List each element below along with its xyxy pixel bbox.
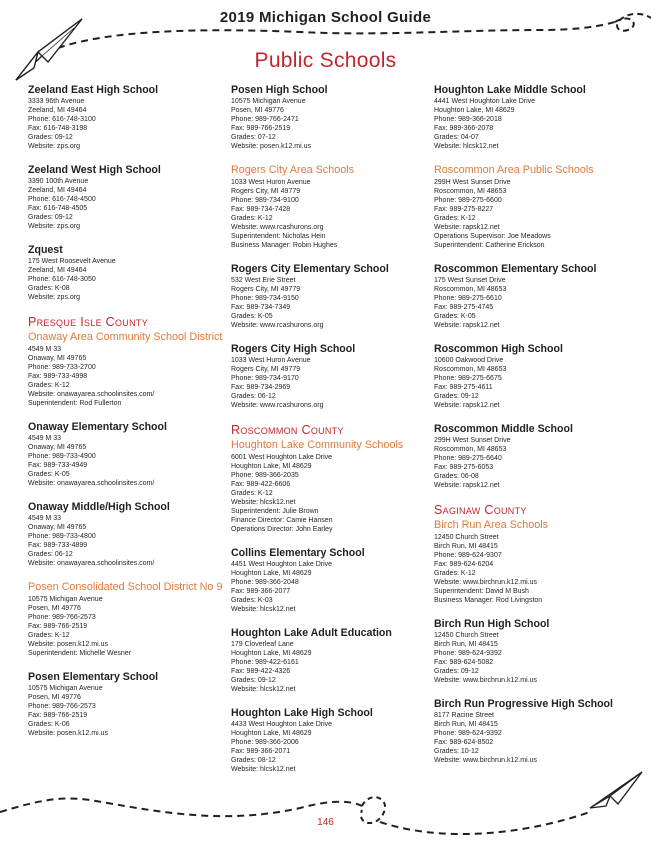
district-entry [231,164,429,250]
entry-detail-line: Grades: K-05 [28,471,70,478]
entry-detail-line: Superintendent: Catherine Erickson [434,242,545,249]
entry-detail-line: Phone: 989-734-9170 [231,375,299,382]
entry-detail-line: Posen, MI 49776 [28,605,81,612]
school-entry [28,164,226,231]
school-name: Zeeland East High School [28,84,159,96]
entry-detail-line: Birch Run, MI 48415 [434,543,498,550]
school-name: Collins Elementary School [231,547,365,559]
school-entry [434,423,644,490]
entry-detail-line: Phone: 989-733-4900 [28,453,96,460]
entry-detail-line: Grades: 06-12 [28,551,73,558]
entry-detail-line: Phone: 989-766-2471 [231,116,299,123]
entry-detail-line: Grades: K-12 [434,570,476,577]
entry-detail-line: Grades: 06-08 [434,473,479,480]
school-name: Houghton Lake Middle School [434,84,586,96]
entry-detail-line: Phone: 989-366-2048 [231,579,299,586]
entry-detail-line: Website: hlcsk12.net [231,606,296,613]
entry-detail-line: Fax: 989-734-7428 [231,206,291,213]
school-name: Birch Run High School [434,618,550,630]
entry-detail-line: Grades: 06-12 [231,393,276,400]
entry-detail-line: Onaway, MI 49765 [28,355,87,362]
entry-detail-line: 12450 Church Street [434,534,499,541]
entry-detail-line: Website: hlcsk12.net [231,499,296,506]
entry-detail-line: Houghton Lake, MI 48629 [434,107,515,114]
entry-detail-line: Fax: 616-748-3198 [28,125,88,132]
district-name: Roscommon Area Public Schools [434,164,594,176]
entry-detail-line: Website: hlcsk12.net [231,686,296,693]
page-number: 146 [317,817,334,828]
county-heading: Roscommon County [231,423,344,437]
district-entry [434,164,644,250]
entry-detail-line: Website: posen.k12.mi.us [28,730,109,737]
entry-detail-line: Website: rapsk12.net [434,322,500,329]
entry-detail-line: Roscommon, MI 48653 [434,188,507,195]
entry-detail-line: Fax: 989-422-4326 [231,668,291,675]
entry-detail-line: Fax: 989-733-4998 [28,373,88,380]
entry-detail-line: Fax: 989-766-2519 [28,623,88,630]
entry-detail-line: 10600 Oakwood Drive [434,357,504,364]
entry-detail-line: Website: posen.k12.mi.us [231,143,312,150]
entry-detail-line: Business Manager: Robin Hughes [231,242,338,249]
entry-detail-line: Roscommon, MI 48653 [434,446,507,453]
entry-detail-line: Superintendent: David M Bush [434,588,529,595]
entry-detail-line: Website: rapsk12.net [434,402,500,409]
entry-detail-line: Website: www.birchrun.k12.mi.us [434,757,537,764]
entry-detail-line: Fax: 989-624-8502 [434,739,494,746]
entry-detail-line: Phone: 989-733-2700 [28,364,96,371]
school-name: Posen High School [231,84,328,96]
column-2 [231,84,429,787]
school-entry [28,671,226,738]
school-entry [434,343,644,410]
entry-detail-line: Fax: 989-366-2071 [231,748,291,755]
entry-detail-line: Phone: 989-366-2006 [231,739,299,746]
school-entry [231,627,429,694]
district-name: Birch Run Area Schools [434,519,549,531]
section-title: Public Schools [254,49,397,72]
school-name: Rogers City High School [231,343,356,355]
guide-title: 2019 Michigan School Guide [219,9,432,26]
entry-detail-line: Phone: 989-366-2018 [434,116,502,123]
school-entry [231,343,429,410]
entry-detail-line: 299H West Sunset Drive [434,437,511,444]
district-entry [231,439,429,534]
entry-detail-line: Grades: 09-12 [434,668,479,675]
entry-detail-line: Birch Run, MI 48415 [434,641,498,648]
entry-detail-line: Fax: 989-275-4611 [434,384,493,391]
entry-detail-line: Website: www.rcashurons.org [231,322,324,329]
entry-detail-line: Zeeland, MI 49464 [28,187,87,194]
entry-detail-line: Website: rapsk12.net [434,482,500,489]
entry-detail-line: Fax: 989-422-6606 [231,481,291,488]
entry-detail-line: Fax: 989-366-2077 [231,588,291,595]
entry-detail-line: Website: onawayarea.schoolinsites.com/ [28,391,155,398]
entry-detail-line: Roscommon, MI 48653 [434,366,507,373]
entry-detail-line: Phone: 989-734-9100 [231,197,299,204]
school-name: Posen Elementary School [28,671,159,683]
entry-detail-line: Grades: K-12 [231,490,273,497]
entry-detail-line: Phone: 989-275-6610 [434,295,502,302]
entry-detail-line: 1033 West Huron Avenue [231,357,311,364]
school-name: Roscommon Elementary School [434,263,597,275]
entry-detail-line: 299H West Sunset Drive [434,179,511,186]
entry-detail-line: Fax: 989-733-4899 [28,542,88,549]
entry-detail-line: Superintendent: Julie Brown [231,508,319,515]
entry-detail-line: Phone: 989-766-2573 [28,614,96,621]
entry-detail-line: Grades: K-12 [434,215,476,222]
entry-detail-line: 175 West Roosevelt Avenue [28,258,116,265]
entry-detail-line: Phone: 989-624-9392 [434,650,502,657]
entry-detail-line: Website: www.birchrun.k12.mi.us [434,579,537,586]
entry-detail-line: Phone: 616-748-3050 [28,276,96,283]
entry-detail-line: Grades: K-08 [28,285,70,292]
entry-detail-line: Zeeland, MI 49464 [28,267,87,274]
entry-detail-line: Fax: 989-734-7349 [231,304,291,311]
entry-detail-line: Operations Director: John Earley [231,526,333,533]
school-name: Roscommon High School [434,343,563,355]
entry-detail-line: 4441 West Houghton Lake Drive [434,98,536,105]
entry-detail-line: 179 Cloverleaf Lane [231,641,294,648]
entry-detail-line: 4451 West Houghton Lake Drive [231,561,333,568]
entry-detail-line: Houghton Lake, MI 48629 [231,463,312,470]
entry-detail-line: Grades: 07-12 [231,134,276,141]
district-name: Posen Consolidated School District No 9 [28,581,223,593]
entry-detail-line: 3333 96th Avenue [28,98,85,105]
column-3 [434,84,644,778]
entry-detail-line: Rogers City, MI 49779 [231,286,301,293]
entry-detail-line: Fax: 989-275-4745 [434,304,494,311]
school-entry [434,84,644,151]
district-name: Houghton Lake Community Schools [231,439,404,451]
entry-detail-line: Rogers City, MI 49779 [231,188,301,195]
entry-detail-line: Fax: 989-766-2519 [28,712,88,719]
entry-detail-line: Website: rapsk12.net [434,224,500,231]
entry-detail-line: Website: zps.org [28,143,81,150]
entry-detail-line: Grades: K-05 [434,313,476,320]
school-name: Zquest [28,244,63,256]
entry-detail-line: Fax: 989-366-2078 [434,125,494,132]
entry-detail-line: Phone: 989-275-6675 [434,375,502,382]
entry-detail-line: Grades: 10-12 [434,748,479,755]
entry-detail-line: Rogers City, MI 49779 [231,366,301,373]
school-entry [231,84,429,151]
entry-detail-line: Houghton Lake, MI 48629 [231,570,312,577]
district-entry [434,519,644,605]
district-name: Onaway Area Community School District [28,331,223,343]
entry-detail-line: 6001 West Houghton Lake Drive [231,454,333,461]
entry-detail-line: Grades: K-03 [231,597,273,604]
county-heading: Saginaw County [434,503,527,517]
entry-detail-line: Superintendent: Rod Fullerton [28,400,122,407]
school-name: Zeeland West High School [28,164,161,176]
entry-detail-line: Grades: 04-07 [434,134,479,141]
entry-detail-line: 4549 M 33 [28,515,62,522]
county-heading: Presque Isle County [28,315,149,329]
entry-detail-line: Phone: 616-748-4500 [28,196,96,203]
district-entry [28,331,226,408]
school-name: Birch Run Progressive High School [434,698,613,710]
school-entry [231,707,429,774]
entry-detail-line: Grades: 08-12 [231,757,276,764]
entry-detail-line: Website: zps.org [28,294,81,301]
entry-detail-line: 4549 M 33 [28,346,62,353]
entry-detail-line: Fax: 989-624-5082 [434,659,494,666]
entry-detail-line: Phone: 989-733-4800 [28,533,96,540]
entry-detail-line: Superintendent: Nicholas Hein [231,233,326,240]
entry-detail-line: Posen, MI 49776 [231,107,284,114]
entry-detail-line: Grades: K-06 [28,721,70,728]
entry-detail-line: Fax: 989-275-6053 [434,464,494,471]
school-entry [28,421,226,488]
entry-detail-line: Birch Run, MI 48415 [434,721,498,728]
school-entry [231,263,429,330]
entry-detail-line: 4549 M 33 [28,435,62,442]
entry-detail-line: 12450 Church Street [434,632,499,639]
entry-detail-line: Onaway, MI 49765 [28,444,87,451]
entry-detail-line: Houghton Lake, MI 48629 [231,650,312,657]
entry-detail-line: Phone: 989-624-9307 [434,552,502,559]
entry-detail-line: Fax: 989-275-8227 [434,206,494,213]
school-entry [28,244,226,302]
entry-detail-line: Website: onawayarea.schoolinsites.com/ [28,480,155,487]
entry-detail-line: Phone: 989-624-9392 [434,730,502,737]
entry-detail-line: Superintendent: Michelle Wesner [28,650,131,657]
entry-detail-line: Website: hlcsk12.net [231,766,296,773]
entry-detail-line: Phone: 989-366-2035 [231,472,299,479]
district-name: Rogers City Area Schools [231,164,355,176]
entry-detail-line: Posen, MI 49776 [28,694,81,701]
entry-detail-line: Grades: K-12 [28,382,70,389]
school-name: Rogers City Elementary School [231,263,389,275]
entry-detail-line: 532 West Erie Street [231,277,296,284]
school-name: Onaway Elementary School [28,421,167,433]
school-entry [434,698,644,765]
entry-detail-line: Operations Supervisor: Joe Meadows [434,233,551,240]
entry-detail-line: Website: www.rcashurons.org [231,224,324,231]
entry-detail-line: Business Manager: Rod Livingston [434,597,543,604]
entry-detail-line: Grades: K-12 [28,632,70,639]
entry-detail-line: Grades: 09-12 [434,393,479,400]
entry-detail-line: Grades: 09-12 [28,134,73,141]
entry-detail-line: Phone: 989-766-2573 [28,703,96,710]
entry-detail-line: 8177 Racine Street [434,712,494,719]
entry-detail-line: Finance Director: Camie Hansen [231,517,333,524]
entry-detail-line: Phone: 989-422-6161 [231,659,299,666]
entry-detail-line: 10575 Michigan Avenue [231,98,306,105]
school-name: Houghton Lake High School [231,707,373,719]
entry-detail-line: Website: www.rcashurons.org [231,402,324,409]
entry-detail-line: Fax: 989-734-2969 [231,384,291,391]
school-entry [434,263,644,330]
entry-detail-line: Website: hlcsk12.net [434,143,499,150]
school-entry [28,84,226,151]
school-name: Roscommon Middle School [434,423,573,435]
entry-detail-line: Grades: K-05 [231,313,273,320]
school-entry [28,501,226,568]
entry-detail-line: Phone: 616-748-3100 [28,116,96,123]
entry-detail-line: 10575 Michigan Avenue [28,596,103,603]
entry-detail-line: Website: onawayarea.schoolinsites.com/ [28,560,155,567]
entry-detail-line: Website: zps.org [28,223,81,230]
entry-detail-line: Fax: 989-733-4949 [28,462,88,469]
entry-detail-line: 175 West Sunset Drive [434,277,506,284]
entry-detail-line: Fax: 989-766-2519 [231,125,291,132]
entry-detail-line: Grades: 09-12 [28,214,73,221]
school-name: Onaway Middle/High School [28,501,170,513]
school-entry [434,618,644,685]
entry-detail-line: 4433 West Houghton Lake Drive [231,721,333,728]
district-entry [28,581,226,658]
entry-detail-line: 3390 100th Avenue [28,178,89,185]
entry-detail-line: Grades: K-12 [231,215,273,222]
entry-detail-line: Phone: 989-275-6600 [434,197,502,204]
entry-detail-line: Phone: 989-734-9150 [231,295,299,302]
column-1 [28,84,226,751]
entry-detail-line: Grades: 09-12 [231,677,276,684]
entry-detail-line: Website: www.birchrun.k12.mi.us [434,677,537,684]
school-name: Houghton Lake Adult Education [231,627,392,639]
entry-detail-line: Fax: 989-624-6204 [434,561,494,568]
entry-detail-line: Houghton Lake, MI 48629 [231,730,312,737]
school-entry [231,547,429,614]
entry-detail-line: 1033 West Huron Avenue [231,179,311,186]
entry-detail-line: Website: posen.k12.mi.us [28,641,109,648]
entry-detail-line: Roscommon, MI 48653 [434,286,507,293]
entry-detail-line: Zeeland, MI 49464 [28,107,87,114]
entry-detail-line: Onaway, MI 49765 [28,524,87,531]
entry-detail-line: Phone: 989-275-6640 [434,455,502,462]
entry-detail-line: 10575 Michigan Avenue [28,685,103,692]
entry-detail-line: Fax: 616-748-4505 [28,205,88,212]
